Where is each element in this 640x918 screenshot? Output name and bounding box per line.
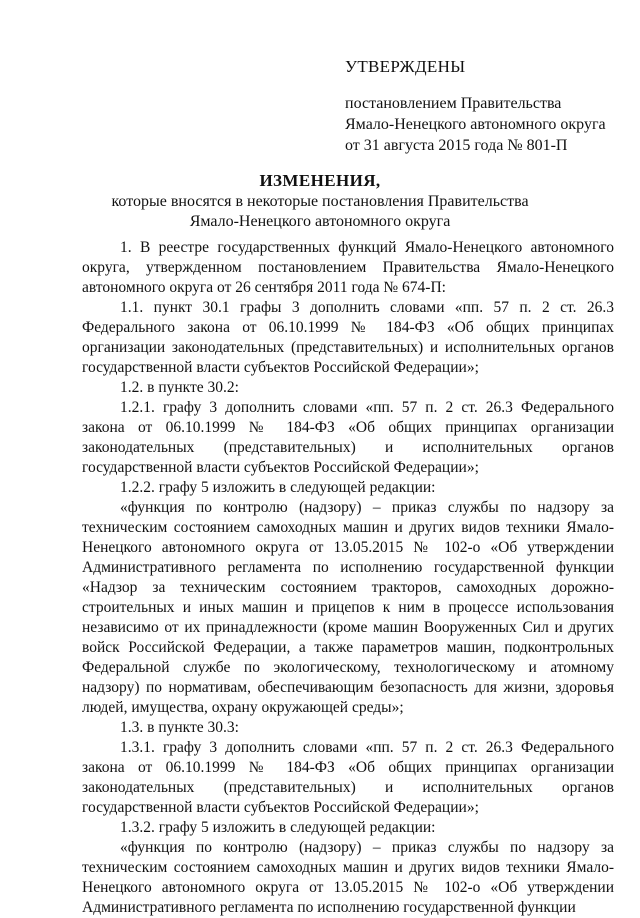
approval-line: от 31 августа 2015 года № 801-П (345, 137, 568, 154)
title-subtitle: которые вносятся в некоторые постановления Правительства (111, 193, 529, 210)
document-body (82, 238, 614, 918)
paragraph: 1.3. в пункте 30.3: (120, 719, 239, 736)
approval-block (345, 56, 625, 156)
paragraph: 1.1. пункт 30.1 графы 3 дополнить словами «пп. 57 п. 2 ст. 26.3 Федерального закона от 06.10.1999 № 184-ФЗ «Об общих принципах организации законодательных (представительных) и исполнительных органов государственной власти субъектов Российской Федерации»; (82, 299, 614, 376)
paragraph: 1.3.2. графу 5 изложить в следующей редакции: (120, 819, 436, 836)
title-main: ИЗМЕНЕНИЯ, (259, 171, 381, 190)
paragraph: 1. В реестре государственных функций Ямало-Ненецкого автономного округа, утвержденном постановлением Правительства Ямало-Ненецкого автономного округа от 26 сентября 2011 года № 674-П: (82, 239, 614, 296)
approval-line: Ямало-Ненецкого автономного округа (345, 116, 606, 133)
document-title (0, 170, 640, 232)
paragraph: 1.2.2. графу 5 изложить в следующей редакции: (120, 479, 436, 496)
paragraph: 1.3.1. графу 3 дополнить словами «пп. 57 п. 2 ст. 26.3 Федерального закона от 06.10.1999 № 184-ФЗ «Об общих принципах организации законодательных (представительных) и исполнительных органов государственной власти субъектов Российской Федерации»; (82, 739, 614, 816)
approval-heading: УТВЕРЖДЕНЫ (345, 57, 466, 76)
paragraph: 1.2. в пункте 30.2: (120, 379, 239, 396)
paragraph: 1.2.1. графу 3 дополнить словами «пп. 57 п. 2 ст. 26.3 Федерального закона от 06.10.1999 № 184-ФЗ «Об общих принципах организации законодательных (представительных) и исполнительных органов государственной власти субъектов Российской Федерации»; (82, 399, 614, 476)
title-subtitle: Ямало-Ненецкого автономного округа (189, 213, 451, 230)
paragraph: «функция по контролю (надзору) – приказ службы по надзору за техническим состоянием самоходных машин и других видов техники Ямало-Ненецкого автономного округа от 13.05.2015 № 102-о «Об утверждении Административного регламента по исполнению государственной функции «Надзор за техническим состоянием тракторов, самоходных дорожно-строительных и иных машин и прицепов к ним в процессе использования независимо от их принадлежности (кроме машин Вооруженных Сил и других войск Российской Федерации, а также параметров машин, подконтрольных Федеральной службе по экологическому, технологическому и атомному надзору) по нормативам, обеспечивающим безопасность для жизни, здоровья людей, имущества, охрану окружающей среды»; (82, 499, 614, 716)
approval-line: постановлением Правительства (345, 95, 562, 112)
paragraph: «функция по контролю (надзору) – приказ службы по надзору за техническим состоянием самоходных машин и других видов техники Ямало-Ненецкого автономного округа от 13.05.2015 № 102-о «Об утверждении Административного регламента по исполнению государственной функции (82, 839, 614, 916)
